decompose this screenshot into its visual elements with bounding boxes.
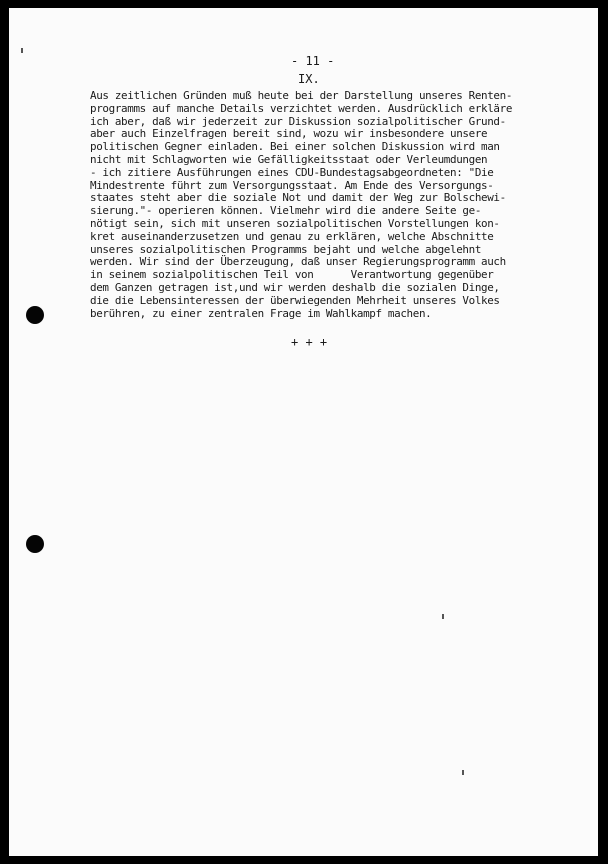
text-line: programms auf manche Details verzichtet werden. Ausdrücklich erkläre — [90, 101, 513, 115]
text-line: nötigt sein, sich mit unseren sozialpolitischen Vorstellungen kon- — [90, 216, 500, 230]
scan-speck — [21, 48, 23, 53]
punch-hole — [26, 535, 44, 553]
text-line: staates steht aber die soziale Not und damit der Weg zur Bolschewi- — [90, 191, 506, 205]
text-line: ich aber, daß wir jederzeit zur Diskussion sozialpolitischer Grund- — [90, 114, 506, 128]
text-line: politischen Gegner einladen. Bei einer solchen Diskussion wird man — [90, 140, 500, 154]
text-line: dem Ganzen getragen ist,und wir werden deshalb die sozialen Dinge, — [90, 280, 500, 294]
text-line: werden. Wir sind der Überzeugung, daß unser Regierungsprogramm auch — [90, 255, 506, 269]
text-line: Aus zeitlichen Gründen muß heute bei der Darstellung unseres Renten- — [90, 89, 513, 102]
text-line: unseres sozialpolitischen Programms bejaht und welche abgelehnt — [90, 242, 482, 256]
text-line: kret auseinanderzusetzen und genau zu erklären, welche Abschnitte — [90, 229, 494, 243]
text-line: nicht mit Schlagworten wie Gefälligkeitsstaat oder Verleumdungen — [90, 152, 488, 166]
page-number: - 11 - — [291, 54, 335, 68]
text-line: die die Lebensinteressen der überwiegenden Mehrheit unseres Volkes — [90, 293, 500, 307]
punch-hole — [26, 306, 44, 324]
text-line: aber auch Einzelfragen bereit sind, wozu wir insbesondere unsere — [90, 127, 488, 141]
body-paragraph — [90, 90, 570, 320]
text-line: - ich zitiere Ausführungen eines CDU-Bundestagsabgeordneten: "Die — [90, 165, 494, 179]
text-line: berühren, zu einer zentralen Frage im Wahlkampf machen. — [90, 306, 432, 320]
document-page — [9, 8, 598, 856]
scan-speck — [442, 614, 444, 619]
end-mark: + + + — [291, 335, 328, 349]
text-line: in seinem sozialpolitischen Teil von Verantwortung gegenüber — [90, 268, 494, 282]
text-line: sierung."- operieren können. Vielmehr wird die andere Seite ge- — [90, 204, 482, 218]
section-heading: IX. — [298, 72, 320, 86]
scan-speck — [462, 770, 464, 775]
text-line: Mindestrente führt zum Versorgungsstaat. Am Ende des Versorgungs- — [90, 178, 494, 192]
